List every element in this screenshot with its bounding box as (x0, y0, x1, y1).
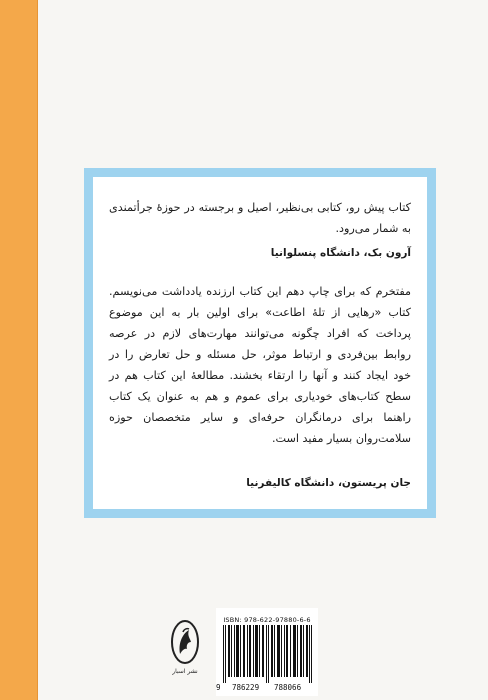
barcode-right-digits: 788066 (274, 683, 302, 692)
quote-2-text: مفتخرم که برای چاپ دهم این کتاب ارزنده یادداشت می‌نویسم. کتاب «رهایی از تلهٔ اطاعت» برای اولین بار به این موضوع پرداخت که افراد چگونه می‌توانند مهارت‌های لازم در عرصه روابط بین‌فردی و ارتباط موثر، حل مسئله و حل تعارض را در خود ایجاد کنند و آنها را ارتقاء بخشند. مطالعهٔ این کتاب هم در سطح کتاب‌های خودیاری برای عموم و هم به عنوان یک کتاب راهنما برای درمانگران حرفه‌ای و سایر متخصصان حوزه سلامت‌روان بسیار مفید است. (109, 285, 411, 445)
barcode (216, 608, 318, 696)
quote-1-text: کتاب پیش رو، کتابی بی‌نظیر، اصیل و برجسته در حوزهٔ جرأتمندی به شمار می‌رود. (109, 201, 411, 235)
barcode-lead-digit: 9 (216, 683, 221, 692)
barcode-digits (216, 683, 318, 693)
publisher-name: نشر اسبار (172, 668, 198, 675)
barcode-left-digits: 786229 (232, 683, 260, 692)
quote-box (84, 168, 436, 518)
book-spine (0, 0, 38, 700)
isbn-label: ISBN: 978-622-97880-6-6 (223, 616, 311, 624)
barcode-bars-icon (223, 625, 313, 683)
quote-2-author: جان پریستون، دانشگاه کالیفرنیا (246, 477, 411, 489)
quote-1-author: آرون بک، دانشگاه پنسلوانیا (270, 247, 411, 259)
